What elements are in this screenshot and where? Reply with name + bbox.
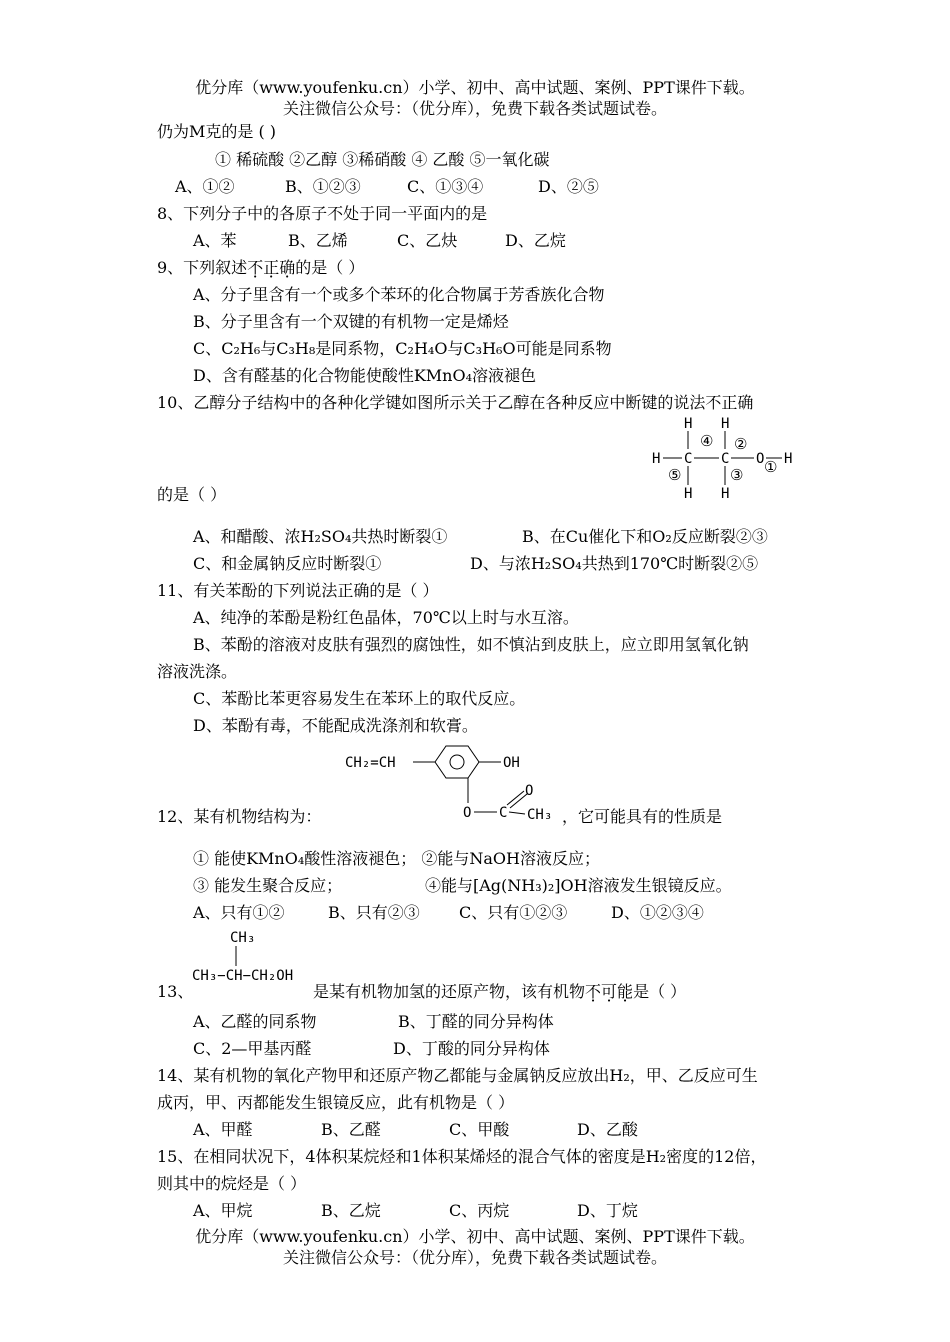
q14-option-b: B、乙醛 bbox=[321, 1120, 381, 1139]
q13-option-b: B、丁醛的同分异构体 bbox=[398, 1012, 554, 1031]
q13-number: 13、 bbox=[157, 982, 194, 1001]
q12-option-d: D、①②③④ bbox=[611, 903, 704, 922]
q15-option-d: D、丁烷 bbox=[577, 1201, 638, 1220]
diagram-o: O bbox=[756, 451, 765, 467]
bond-label-4: ④ bbox=[700, 432, 714, 450]
q7-stem: 仍为M克的是 ( ) bbox=[157, 122, 277, 141]
bond-label-2: ② bbox=[734, 435, 748, 453]
struct-methyl: CH₃ bbox=[527, 807, 553, 823]
q14-option-a: A、甲醛 bbox=[193, 1120, 253, 1139]
q15-option-b: B、乙烷 bbox=[321, 1201, 381, 1220]
q13-stem bbox=[313, 982, 686, 1002]
q7-items: ① 稀硫酸 ②乙醇 ③稀硝酸 ④ 乙酸 ⑤一氧化碳 bbox=[215, 150, 550, 169]
q12-option-b: B、只有②③ bbox=[328, 903, 420, 922]
diagram-h-top-left: H bbox=[684, 416, 693, 432]
q12-structure-diagram bbox=[343, 743, 573, 833]
struct-carbonyl-o: O bbox=[525, 783, 534, 799]
struct-ester-o: O bbox=[463, 805, 472, 821]
q11-option-c: C、苯酚比苯更容易发生在苯环上的取代反应。 bbox=[193, 689, 526, 708]
diagram-h-top-right: H bbox=[721, 416, 730, 432]
struct-oh: OH bbox=[503, 755, 520, 771]
q8-option-c: C、乙炔 bbox=[397, 231, 458, 250]
q12-option-c: C、只有①②③ bbox=[459, 903, 568, 922]
footer-line-1: 优分库（www.youfenku.cn）小学、初中、高中试题、案例、PPT课件下载。 bbox=[195, 1227, 755, 1246]
q9-stem-emphasis: 不正确 bbox=[247, 258, 296, 277]
bond-label-3: ③ bbox=[730, 466, 744, 484]
q8-option-a: A、苯 bbox=[193, 231, 237, 250]
diagram-h-bottom-left: H bbox=[684, 486, 693, 502]
q9-option-b: B、分子里含有一个双键的有机物一定是烯烃 bbox=[193, 312, 509, 331]
q10-option-c: C、和金属钠反应时断裂① bbox=[193, 554, 382, 573]
q11-stem: 11、有关苯酚的下列说法正确的是（ ） bbox=[157, 581, 439, 600]
q10-option-a: A、和醋酸、浓H₂SO₄共热时断裂① bbox=[193, 527, 448, 546]
q9-stem bbox=[157, 258, 364, 278]
q7-option-d: D、②⑤ bbox=[538, 177, 599, 196]
q13-stem-post: 是（ ） bbox=[633, 982, 687, 1001]
footer-line-2: 关注微信公众号：（优分库），免费下载各类试题试卷。 bbox=[282, 1248, 667, 1267]
q12-option-a: A、只有①② bbox=[193, 903, 285, 922]
diagram-c1: C bbox=[684, 451, 693, 467]
q10-option-d: D、与浓H₂SO₄共热到170℃时断裂②⑤ bbox=[470, 554, 759, 573]
q15-option-c: C、丙烷 bbox=[449, 1201, 510, 1220]
q7-option-a: A、①② bbox=[175, 177, 235, 196]
q13-option-a: A、乙醛的同系物 bbox=[193, 1012, 317, 1031]
q15-option-a: A、甲烷 bbox=[193, 1201, 253, 1220]
q11-option-d: D、苯酚有毒，不能配成洗涤剂和软膏。 bbox=[193, 716, 478, 735]
q13-option-d: D、丁酸的同分异构体 bbox=[393, 1039, 550, 1058]
q12-property-4: ④能与[Ag(NH₃)₂]OH溶液发生银镜反应。 bbox=[425, 876, 732, 895]
q14-stem: 14、某有机物的氧化产物甲和还原产物乙都能与金属钠反应放出H₂，甲、乙反应可生 bbox=[157, 1066, 758, 1085]
q14-stem-continued: 成丙，甲、丙都能发生银镜反应，此有机物是（ ） bbox=[157, 1093, 515, 1112]
q13-option-c: C、2—甲基丙醛 bbox=[193, 1039, 312, 1058]
q15-stem: 15、在相同状况下，4体积某烷烃和1体积某烯烃的混合气体的密度是H₂密度的12倍， bbox=[157, 1147, 767, 1166]
ethanol-bond-diagram bbox=[648, 412, 808, 504]
q11-option-a: A、纯净的苯酚是粉红色晶体，70℃以上时与水互溶。 bbox=[193, 608, 579, 627]
q11-option-b-continued: 溶液洗涤。 bbox=[157, 662, 238, 681]
q10-stem-continued: 的是（ ） bbox=[157, 485, 227, 504]
q9-option-a: A、分子里含有一个或多个苯环的化合物属于芳香族化合物 bbox=[193, 285, 605, 304]
q10-option-b: B、在Cu催化下和O₂反应断裂②③ bbox=[522, 527, 768, 546]
q9-stem-pre: 9、下列叙述 bbox=[157, 258, 248, 277]
q14-option-c: C、甲酸 bbox=[449, 1120, 510, 1139]
q12-stem: 12、某有机物结构为： bbox=[157, 807, 322, 826]
q7-option-c: C、①③④ bbox=[407, 177, 484, 196]
bond-label-5: ⑤ bbox=[668, 466, 682, 484]
struct-main-chain: CH₃−CH−CH₂OH bbox=[192, 968, 294, 984]
q9-stem-post: 的是（ ） bbox=[295, 258, 365, 277]
header-line-2: 关注微信公众号：（优分库），免费下载各类试题试卷。 bbox=[282, 99, 667, 118]
diagram-c2: C bbox=[721, 451, 730, 467]
struct-vinyl: CH₂=CH bbox=[345, 755, 396, 771]
q10-stem: 10、乙醇分子结构中的各种化学键如图所示关于乙醇在各种反应中断键的说法不正确 bbox=[157, 393, 754, 412]
q9-option-d: D、含有醛基的化合物能使酸性KMnO₄溶液褪色 bbox=[193, 366, 537, 385]
header-line-1: 优分库（www.youfenku.cn）小学、初中、高中试题、案例、PPT课件下载。 bbox=[195, 78, 755, 97]
q11-option-b: B、苯酚的溶液对皮肤有强烈的腐蚀性，如不慎沾到皮肤上，应立即用氢氧化钠 bbox=[193, 635, 749, 654]
q14-option-d: D、乙酸 bbox=[577, 1120, 638, 1139]
q7-option-b: B、①②③ bbox=[285, 177, 361, 196]
q8-option-b: B、乙烯 bbox=[288, 231, 348, 250]
q8-stem: 8、下列分子中的各原子不处于同一平面内的是 bbox=[157, 204, 488, 223]
q15-stem-continued: 则其中的烷烃是（ ） bbox=[157, 1174, 307, 1193]
diagram-h-right: H bbox=[784, 451, 793, 467]
q13-structure-diagram bbox=[190, 926, 320, 988]
q12-property-1-2: ① 能使KMnO₄酸性溶液褪色； ②能与NaOH溶液反应； bbox=[193, 849, 600, 868]
q8-option-d: D、乙烷 bbox=[505, 231, 566, 250]
q13-stem-pre: 是某有机物加氢的还原产物，该有机物 bbox=[313, 982, 586, 1001]
bond-label-1: ① bbox=[764, 458, 778, 476]
struct-carbonyl-c: C bbox=[499, 805, 508, 821]
q12-stem-post: ，它可能具有的性质是 bbox=[562, 807, 723, 826]
q12-property-3: ③ 能发生聚合反应； bbox=[193, 876, 343, 895]
q9-option-c: C、C₂H₆与C₃H₈是同系物，C₂H₄O与C₃H₆O可能是同系物 bbox=[193, 339, 612, 358]
q13-stem-emphasis: 不可能 bbox=[585, 982, 634, 1001]
struct-top-methyl: CH₃ bbox=[230, 930, 256, 946]
diagram-h-left: H bbox=[652, 451, 661, 467]
diagram-h-bottom-right: H bbox=[721, 486, 730, 502]
